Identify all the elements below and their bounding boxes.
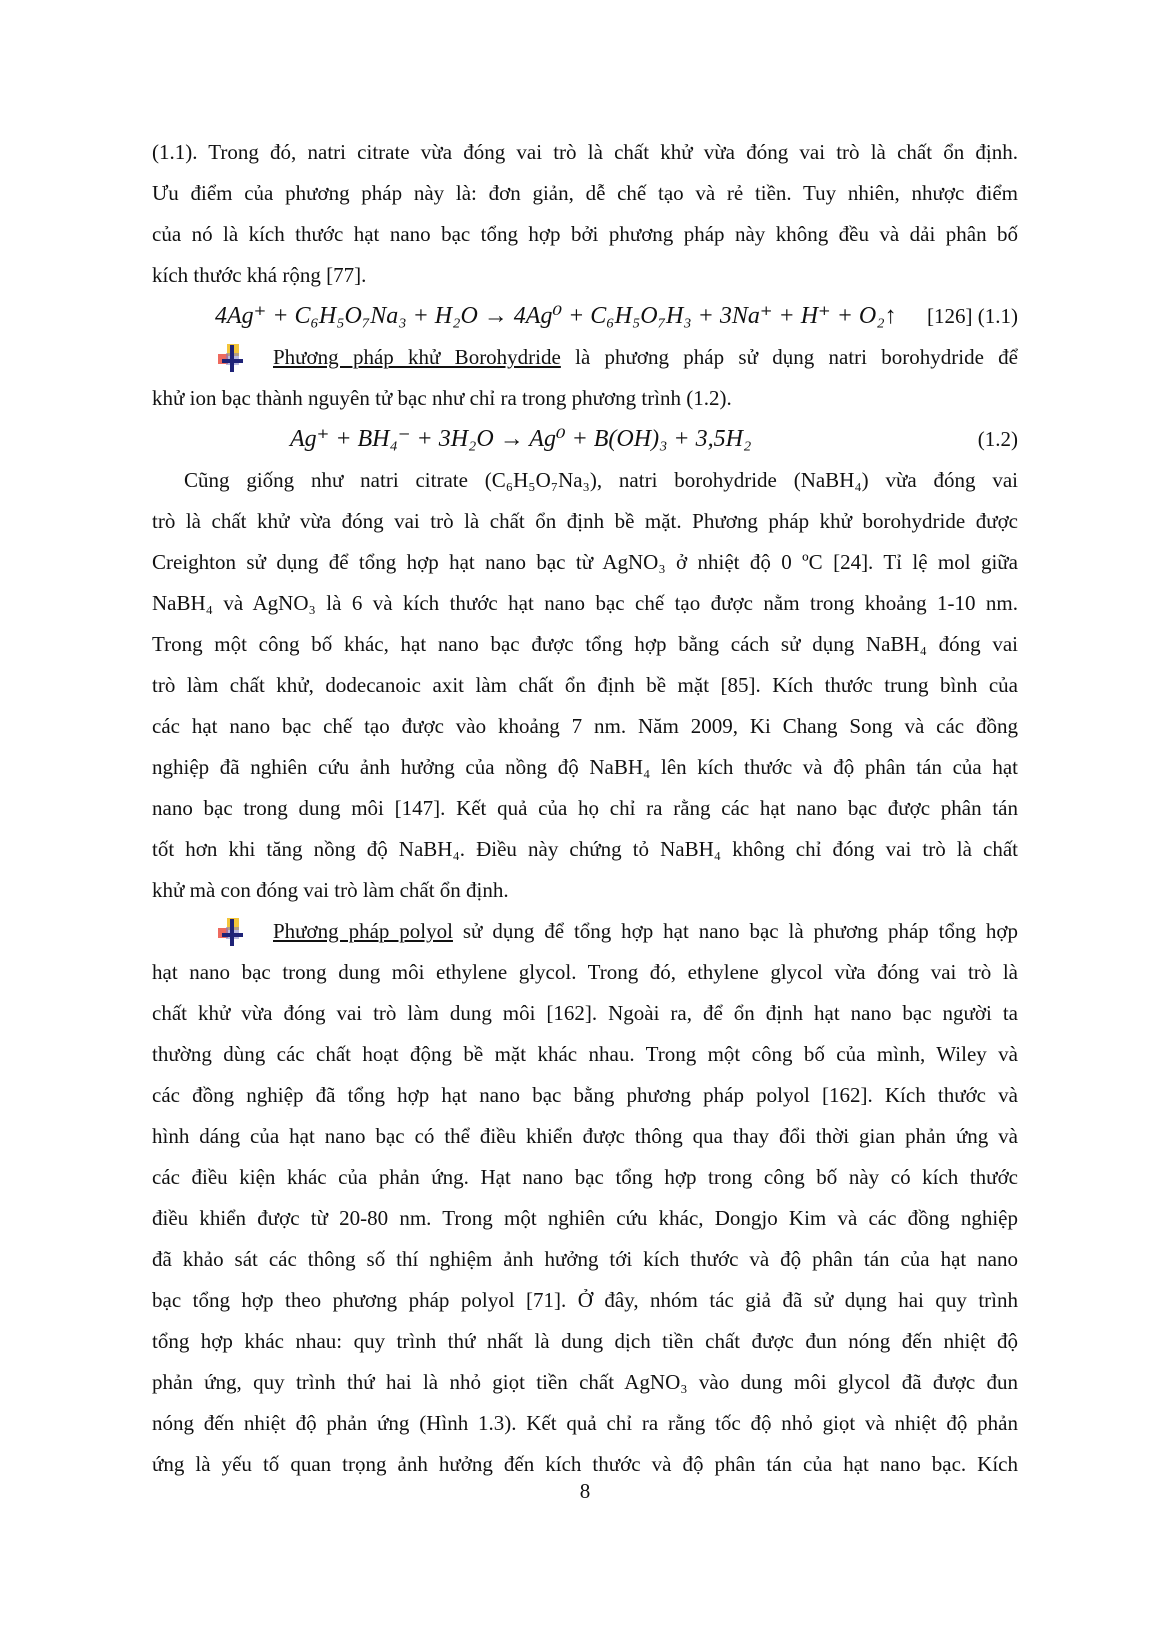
- colored-cross-bullet-icon: [218, 344, 244, 374]
- text-line: các điều kiện khác của phản ứng. Hạt nano bạc tổng hợp trong công bố này có kích thước: [152, 1165, 1018, 1189]
- text-line: hình dáng của hạt nano bạc có thể điều khiển được thông qua thay đổi thời gian phản ứng và: [152, 1124, 1018, 1148]
- text-line: điều khiển được từ 20-80 nm. Trong một nghiên cứu khác, Dongjo Kim và các đồng nghiệp: [152, 1206, 1018, 1230]
- text-line: Trong một công bố khác, hạt nano bạc được tổng hợp bằng cách sử dụng NaBH₄ đóng vai: [152, 632, 1018, 656]
- text-line: bạc tổng hợp theo phương pháp polyol [71]. Ở đây, nhóm tác giả đã sử dụng hai quy trình: [152, 1288, 1018, 1312]
- colored-cross-bullet-icon: [218, 918, 244, 948]
- text-line: phản ứng, quy trình thứ hai là nhỏ giọt tiền chất AgNO₃ vào dung môi glycol đã được đun: [152, 1370, 1018, 1394]
- text-line: kích thước khá rộng [77].: [152, 263, 367, 287]
- text-line: Cũng giống như natri citrate (C₆H₅O₇Na₃), natri borohydride (NaBH₄) vừa đóng vai: [184, 468, 1018, 492]
- text-line: nóng đến nhiệt độ phản ứng (Hình 1.3). Kết quả chỉ ra rằng tốc độ nhỏ giọt và nhiệt độ phản: [152, 1411, 1018, 1435]
- text-line: NaBH₄ và AgNO₃ là 6 và kích thước hạt nano bạc chế tạo được nằm trong khoảng 1-10 nm.: [152, 591, 1018, 615]
- text-line: tốt hơn khi tăng nồng độ NaBH₄. Điều này chứng tỏ NaBH₄ không chỉ đóng vai trò là chất: [152, 837, 1018, 861]
- text-line: Creighton sử dụng để tổng hợp hạt nano bạc từ AgNO₃ ở nhiệt độ 0 ºC [24]. Tỉ lệ mol giữa: [152, 550, 1018, 574]
- text-line: trò là chất khử vừa đóng vai trò là chất ổn định bề mặt. Phương pháp khử borohydride được: [152, 509, 1018, 533]
- text-line: hạt nano bạc trong dung môi ethylene glycol. Trong đó, ethylene glycol vừa đóng vai trò là: [152, 960, 1018, 984]
- text-line: tổng hợp khác nhau: quy trình thứ nhất là dung dịch tiền chất được đun nóng đến nhiệt độ: [152, 1329, 1018, 1353]
- text-line: (1.1). Trong đó, natri citrate vừa đóng vai trò là chất khử vừa đóng vai trò là chất ổn định.: [152, 140, 1018, 164]
- text-line: khử mà con đóng vai trò làm chất ổn định.: [152, 878, 509, 902]
- text-line: các đồng nghiệp đã tổng hợp hạt nano bạc bằng phương pháp polyol [162]. Kích thước và: [152, 1083, 1018, 1107]
- underlined-method-name: Phương pháp khử Borohydride: [273, 345, 561, 369]
- text-line: đã khảo sát các thông số thí nghiệm ảnh hưởng tới kích thước và độ phân tán của hạt nano: [152, 1247, 1018, 1271]
- text-line: của nó là kích thước hạt nano bạc tổng hợp bởi phương pháp này không đều và dải phân bố: [152, 222, 1018, 246]
- text-line: các hạt nano bạc chế tạo được vào khoảng 7 nm. Năm 2009, Ki Chang Song và các đồng: [152, 714, 1018, 738]
- equation-reference: (1.2): [977, 427, 1018, 451]
- text-line: ứng là yếu tố quan trọng ảnh hưởng đến kích thước và độ phân tán của hạt nano bạc. Kích: [152, 1452, 1018, 1476]
- text-line: nghiệp đã nghiên cứu ảnh hưởng của nồng độ NaBH₄ lên kích thước và độ phân tán của hạt: [152, 755, 1018, 779]
- list-item-borohydride: [152, 337, 1018, 378]
- page-body-text: [152, 132, 1018, 1485]
- chemical-equation-1-2: [152, 419, 1018, 460]
- underlined-method-name: Phương pháp polyol: [273, 919, 453, 943]
- equation-reference: [126] (1.1): [927, 304, 1018, 328]
- text-line: Ưu điểm của phương pháp này là: đơn giản, dễ chế tạo và rẻ tiền. Tuy nhiên, nhược điểm: [152, 181, 1018, 205]
- text-line: sử dụng để tổng hợp hạt nano bạc là phương pháp tổng hợp: [452, 919, 1019, 943]
- text-line: nano bạc trong dung môi [147]. Kết quả của họ chỉ ra rằng các hạt nano bạc được phân tán: [152, 796, 1018, 820]
- equation-body: Ag⁺ + BH₄⁻ + 3H₂O → Ag⁰ + B(OH)₃ + 3,5H₂: [290, 426, 752, 452]
- text-line: thường dùng các chất hoạt động bề mặt khác nhau. Trong một công bố của mình, Wiley và: [152, 1042, 1018, 1066]
- page-number: 8: [579, 1479, 591, 1503]
- list-item-polyol: [152, 911, 1018, 952]
- chemical-equation-1-1: [152, 296, 1018, 337]
- equation-body: 4Ag⁺ + C₆H₅O₇Na₃ + H₂O → 4Ag⁰ + C₆H₅O₇H₃ + 3Na⁺ + H⁺ + O₂↑: [215, 303, 897, 329]
- text-line: trò làm chất khử, dodecanoic axit làm chất ổn định bề mặt [85]. Kích thước trung bình của: [152, 673, 1018, 697]
- text-line: chất khử vừa đóng vai trò làm dung môi [162]. Ngoài ra, để ổn định hạt nano bạc người ta: [152, 1001, 1018, 1025]
- text-line: là phương pháp sử dụng natri borohydride để: [560, 345, 1018, 369]
- text-line: khử ion bạc thành nguyên tử bạc như chỉ ra trong phương trình (1.2).: [152, 386, 732, 410]
